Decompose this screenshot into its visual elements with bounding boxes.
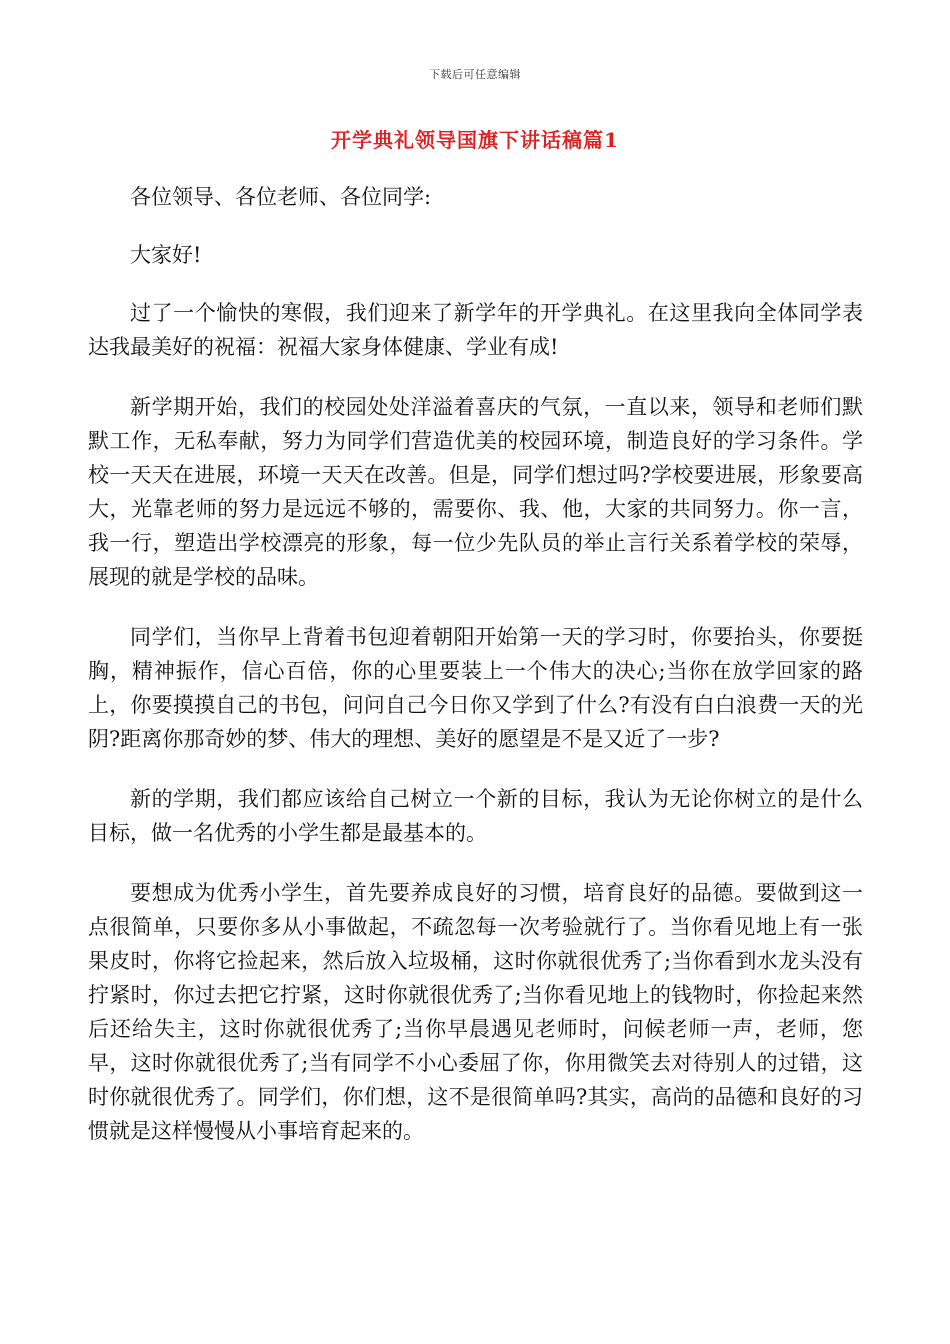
paragraph: 要想成为优秀小学生，首先要养成良好的习惯，培育良好的品德。要做到这一点很简单，只要你多从小事做起，不疏忽每一次考验就行了。当你看见地上有一张果皮时，你将它捡起来，然后放入垃圾桶，这时你就很优秀了;当你看到水龙头没有拧紧时，你过去把它拧紧，这时你就很优秀了;当你看见地上的钱物时，你捡起来然后还给失主，这时你就很优秀了;当你早晨遇见老师时，问候老师一声，老师，您早，这时你就很优秀了;当有同学不小心委屈了你，你用微笑去对待别人的过错，这时你就很优秀了。同学们，你们想，这不是很简单吗?其实，高尚的品德和良好的习惯就是这样慢慢从小事培育起来的。	[88, 881, 863, 1143]
paragraph: 同学们，当你早上背着书包迎着朝阳开始第一天的学习时，你要抬头，你要挺胸，精神振作，信心百倍，你的心里要装上一个伟大的决心;当你在放学回家的路上，你要摸摸自己的书包，问问自己今日你又学到了什么?有没有白白浪费一天的光阴?距离你那奇妙的梦、伟大的理想、美好的愿望是不是又近了一步?	[88, 625, 863, 751]
document-title: 开学典礼领导国旗下讲话稿篇1	[331, 128, 619, 152]
paragraph: 新的学期，我们都应该给自己树立一个新的目标，我认为无论你树立的是什么目标，做一名优秀的小学生都是最基本的。	[88, 787, 863, 845]
document-body	[88, 180, 863, 1174]
paragraph: 过了一个愉快的寒假，我们迎来了新学年的开学典礼。在这里我向全体同学表达我最美好的祝福：祝福大家身体健康、学业有成!	[88, 301, 863, 359]
paragraph-salutation: 各位领导、各位老师、各位同学:	[130, 185, 432, 209]
paragraph: 新学期开始，我们的校园处处洋溢着喜庆的气氛，一直以来，领导和老师们默默工作，无私奉献，努力为同学们营造优美的校园环境，制造良好的学习条件。学校一天天在进展，环境一天天在改善。但是，同学们想过吗?学校要进展，形象要高大，光靠老师的努力是远远不够的，需要你、我、他，大家的共同努力。你一言，我一行，塑造出学校漂亮的形象，每一位少先队员的举止言行关系着学校的荣辱，展现的就是学校的品味。	[88, 395, 863, 589]
header-note: 下载后可任意编辑	[429, 68, 521, 81]
paragraph-greeting: 大家好!	[130, 243, 202, 267]
